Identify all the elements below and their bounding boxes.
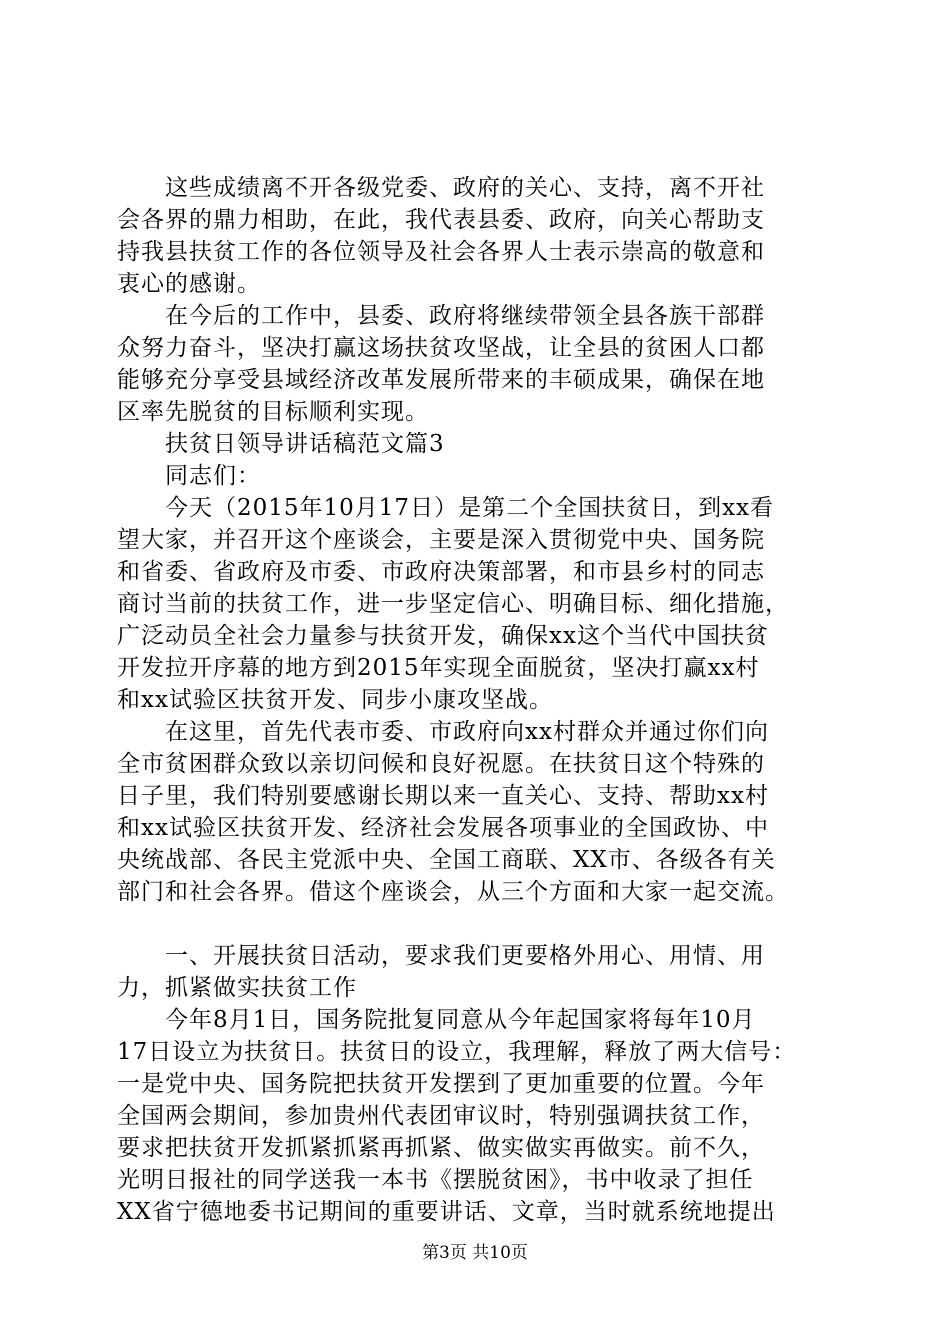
paragraph-line: 衷心的感谢。 (117, 271, 261, 297)
paragraph-line: XX省宁德地委书记期间的重要讲话、文章，当时就系统地提出 (117, 1199, 776, 1225)
paragraph-line: 望大家，并召开这个座谈会，主要是深入贯彻党中央、国务院 (117, 527, 765, 553)
section-heading: 力，抓紧做实扶贫工作 (117, 975, 357, 1001)
salutation: 同志们： (165, 463, 261, 489)
paragraph-line: 在今后的工作中，县委、政府将继续带领全县各族干部群 (165, 303, 765, 329)
paragraph-line: 今年8月1日，国务院批复同意从今年起国家将每年10月 (165, 1007, 756, 1033)
paragraph-line: 要求把扶贫开发抓紧抓紧再抓紧、做实做实再做实。前不久， (117, 1135, 765, 1161)
paragraph-line: 会各界的鼎力相助，在此，我代表县委、政府，向关心帮助支 (117, 207, 765, 233)
paragraph-line: 光明日报社的同学送我一本书《摆脱贫困》，书中收录了担任 (117, 1167, 754, 1193)
paragraph-line: 一是党中央、国务院把扶贫开发摆到了更加重要的位置。今年 (117, 1071, 765, 1097)
paragraph-line: 区率先脱贫的目标顺利实现。 (117, 399, 429, 425)
paragraph-line: 和省委、省政府及市委、市政府决策部署，和市县乡村的同志 (117, 559, 765, 585)
paragraph-line: 能够充分享受县域经济改革发展所带来的丰硕成果，确保在地 (117, 367, 765, 393)
section-heading: 一、开展扶贫日活动，要求我们更要格外用心、用情、用 (165, 943, 765, 969)
page-number-footer: 第3页 共10页 (422, 1243, 528, 1263)
paragraph-line: 商讨当前的扶贫工作，进一步坚定信心、明确目标、细化措施， (117, 591, 789, 617)
paragraph-line: 广泛动员全社会力量参与扶贫开发，确保xx这个当代中国扶贫 (117, 623, 769, 649)
paragraph-line: 和xx试验区扶贫开发、经济社会发展各项事业的全国政协、中 (117, 815, 769, 841)
paragraph-line: 部门和社会各界。借这个座谈会，从三个方面和大家一起交流。 (117, 879, 789, 905)
paragraph-line: 央统战部、各民主党派中央、全国工商联、XX市、各级各有关 (117, 847, 776, 873)
paragraph-line: 持我县扶贫工作的各位领导及社会各界人士表示崇高的敬意和 (117, 239, 765, 265)
paragraph-line: 在这里，首先代表市委、市政府向xx村群众并通过你们向 (165, 719, 769, 745)
paragraph-line: 今天（2015年10月17日）是第二个全国扶贫日，到xx看 (165, 495, 775, 521)
paragraph-line: 全国两会期间，参加贵州代表团审议时，特别强调扶贫工作， (117, 1103, 765, 1129)
paragraph-line: 和xx试验区扶贫开发、同步小康攻坚战。 (117, 687, 553, 713)
paragraph-line: 众努力奋斗，坚决打赢这场扶贫攻坚战，让全县的贫困人口都 (117, 335, 765, 361)
paragraph-line: 这些成绩离不开各级党委、政府的关心、支持，离不开社 (165, 175, 765, 201)
paragraph-line: 开发拉开序幕的地方到2015年实现全面脱贫，坚决打赢xx村 (117, 655, 760, 681)
paragraph-line: 全市贫困群众致以亲切问候和良好祝愿。在扶贫日这个特殊的 (117, 751, 765, 777)
paragraph-line: 17日设立为扶贫日。扶贫日的设立，我理解，释放了两大信号： (117, 1039, 797, 1065)
paragraph-gap (117, 908, 837, 940)
body-text (117, 172, 837, 1228)
section-heading: 扶贫日领导讲话稿范文篇3 (165, 431, 445, 457)
paragraph-line: 日子里，我们特别要感谢长期以来一直关心、支持、帮助xx村 (117, 783, 769, 809)
